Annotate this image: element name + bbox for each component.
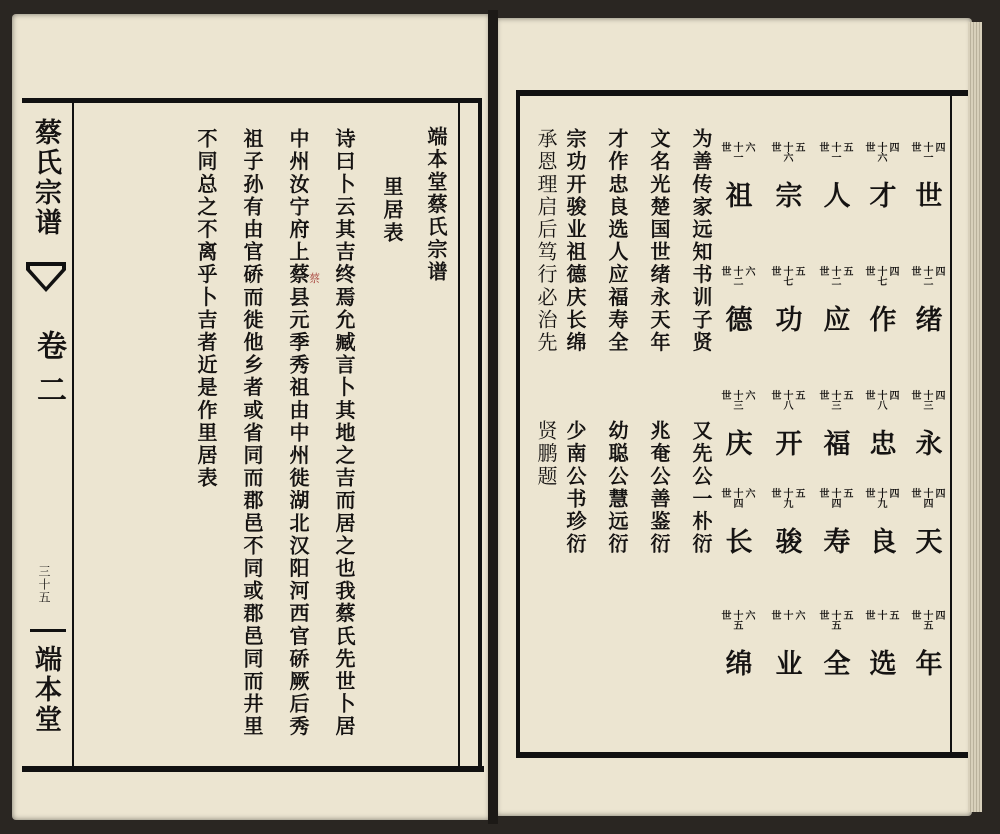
generation-cell — [716, 388, 762, 468]
generation-character: 绵 — [725, 649, 753, 680]
generation-number — [817, 266, 852, 286]
generation-number-part: 五 — [793, 390, 804, 400]
generation-number-part: 世 — [909, 142, 920, 152]
generation-number — [817, 390, 852, 410]
generation-cell — [860, 388, 906, 468]
generation-cell — [814, 264, 860, 344]
generation-number-part: 世 — [863, 142, 874, 152]
generation-number-part: 十四 — [921, 488, 932, 508]
poem-author: 幼聪公慧远衍 — [605, 420, 629, 556]
left-inner-border — [478, 98, 482, 772]
generation-number-part: 四 — [887, 390, 898, 400]
generation-number-part: 世 — [909, 488, 920, 498]
generation-cell — [906, 608, 952, 688]
generation-number-part: 十五 — [921, 610, 932, 630]
generation-cell — [860, 608, 906, 688]
generation-cell — [860, 264, 906, 344]
generation-number-part: 六 — [743, 266, 754, 276]
generation-number-part: 五 — [841, 266, 852, 276]
generation-number — [909, 142, 944, 162]
hall-divider — [30, 629, 66, 632]
generation-cell — [906, 140, 952, 220]
generation-cell — [860, 486, 906, 566]
generation-number-part: 世 — [863, 390, 874, 400]
right-bottom-border — [520, 752, 968, 758]
generation-number — [863, 610, 898, 620]
generation-number-part: 十四 — [829, 488, 840, 508]
generation-character: 世 — [915, 181, 943, 212]
generation-character: 永 — [915, 429, 943, 460]
generation-cell — [716, 608, 762, 688]
generation-cell — [906, 264, 952, 344]
generation-number-part: 世 — [817, 266, 828, 276]
generation-number-part: 五 — [841, 488, 852, 498]
poem-column: 文名光楚国世绪永天年 — [647, 128, 671, 354]
generation-cell — [814, 608, 860, 688]
generation-number-part: 十 — [875, 610, 886, 620]
generation-cell — [814, 486, 860, 566]
generation-number-part: 十四 — [731, 488, 742, 508]
generation-number-part: 十三 — [731, 390, 742, 410]
generation-number-part: 四 — [933, 610, 944, 620]
generation-number — [769, 610, 804, 620]
generation-number-part: 六 — [743, 390, 754, 400]
generation-number — [863, 142, 898, 162]
generation-number-part: 十六 — [781, 142, 792, 162]
poem-author: 少南公书珍衍 — [563, 420, 587, 556]
generation-character: 作 — [869, 305, 897, 336]
generation-number-part: 十五 — [829, 610, 840, 630]
generation-character: 人 — [823, 181, 851, 212]
generation-number — [817, 610, 852, 630]
generation-character: 年 — [915, 649, 943, 680]
section-title: 里居表 — [380, 176, 404, 245]
generation-number-part: 五 — [793, 488, 804, 498]
generation-number-part: 六 — [793, 610, 804, 620]
generation-number-part: 十二 — [731, 266, 742, 286]
generation-number-part: 世 — [817, 390, 828, 400]
generation-number-part: 世 — [719, 390, 730, 400]
generation-number — [719, 610, 754, 630]
generation-number — [769, 390, 804, 410]
generation-character: 良 — [869, 527, 897, 558]
poem-column: 才作忠良选人应福寿全 — [605, 128, 629, 354]
generation-number-part: 十五 — [731, 610, 742, 630]
generation-number — [909, 266, 944, 286]
left-margin-rule — [72, 103, 74, 766]
generation-number-part: 世 — [719, 142, 730, 152]
generation-number — [863, 266, 898, 286]
generation-number-part: 六 — [743, 610, 754, 620]
generation-cell — [860, 140, 906, 220]
generation-number — [719, 266, 754, 286]
generation-number-part: 十九 — [875, 488, 886, 508]
generation-number-part: 五 — [793, 142, 804, 152]
hall-name: 端本堂 — [30, 645, 61, 735]
generation-number-part: 六 — [743, 488, 754, 498]
text-column: 诗曰卜云其吉终焉允臧言卜其地之吉而居之也我蔡氏先世卜居 — [332, 128, 356, 739]
red-seal-mark: 蔡 — [309, 272, 320, 285]
generation-number-part: 十 — [781, 610, 792, 620]
generation-cell — [766, 140, 812, 220]
generation-character: 德 — [725, 305, 753, 336]
generation-number — [909, 610, 944, 630]
generation-character: 祖 — [725, 181, 753, 212]
poem-column: 为善传家远知书训子贤 — [689, 128, 713, 354]
generation-number-part: 十七 — [781, 266, 792, 286]
fishtail-mark — [26, 262, 66, 292]
generation-number-part: 世 — [719, 266, 730, 276]
generation-number-part: 世 — [909, 610, 920, 620]
generation-number-part: 四 — [887, 266, 898, 276]
generation-number-part: 世 — [769, 610, 780, 620]
generation-character: 业 — [775, 649, 803, 680]
text-column: 祖子孙有由官硚而徙他乡者或省同而郡邑不同或郡邑同而井里 — [240, 128, 264, 739]
generation-number-part: 十二 — [921, 266, 932, 286]
generation-number-part: 世 — [769, 488, 780, 498]
text-column: 中州汝宁府上蔡县元季秀祖由中州徙湖北汉阳河西官硚厥后秀 — [286, 128, 310, 739]
generation-number-part: 十一 — [731, 142, 742, 162]
poem-author: 贤鹏题 — [534, 420, 558, 488]
generation-number-part: 十七 — [875, 266, 886, 286]
generation-number-part: 四 — [887, 142, 898, 152]
generation-number — [769, 142, 804, 162]
text-column: 不同总之不离乎卜吉者近是作里居表 — [194, 128, 218, 490]
generation-character: 天 — [915, 527, 943, 558]
poem-author: 兆奄公善鉴衍 — [647, 420, 671, 556]
volume-label: 卷二 — [31, 330, 66, 418]
generation-number — [719, 488, 754, 508]
generation-number-part: 世 — [769, 390, 780, 400]
generation-number — [817, 488, 852, 508]
generation-number-part: 十一 — [921, 142, 932, 162]
right-outer-border — [516, 90, 520, 758]
page-number: 三十五 — [37, 565, 51, 604]
left-bottom-border — [22, 766, 484, 772]
generation-number-part: 世 — [719, 488, 730, 498]
generation-number-part: 世 — [909, 266, 920, 276]
generation-character: 忠 — [869, 429, 897, 460]
generation-number-part: 五 — [887, 610, 898, 620]
generation-number-part: 四 — [933, 390, 944, 400]
generation-number-part: 十二 — [829, 266, 840, 286]
generation-cell — [814, 388, 860, 468]
generation-number — [817, 142, 852, 162]
generation-number-part: 世 — [817, 488, 828, 498]
generation-character: 福 — [823, 429, 851, 460]
generation-character: 开 — [775, 429, 803, 460]
generation-cell — [716, 486, 762, 566]
generation-number — [769, 488, 804, 508]
generation-number-part: 十三 — [921, 390, 932, 410]
generation-number-part: 五 — [841, 390, 852, 400]
page-edges — [968, 22, 982, 812]
left-top-border — [22, 98, 482, 103]
generation-number — [719, 142, 754, 162]
generation-cell — [766, 388, 812, 468]
generation-number — [769, 266, 804, 286]
generation-cell — [906, 388, 952, 468]
generation-number-part: 世 — [909, 390, 920, 400]
generation-number — [863, 390, 898, 410]
generation-number — [909, 390, 944, 410]
generation-number-part: 世 — [817, 142, 828, 152]
right-top-border — [520, 90, 968, 96]
generation-cell — [906, 486, 952, 566]
generation-number-part: 四 — [933, 488, 944, 498]
generation-character: 庆 — [725, 429, 753, 460]
generation-number-part: 四 — [887, 488, 898, 498]
generation-character: 宗 — [775, 181, 803, 212]
book-header: 端本堂蔡氏宗谱 — [424, 126, 448, 284]
side-title: 蔡氏宗谱 — [30, 118, 61, 238]
generation-number — [719, 390, 754, 410]
generation-cell — [814, 140, 860, 220]
generation-cell — [766, 264, 812, 344]
generation-character: 全 — [823, 649, 851, 680]
generation-character: 才 — [869, 181, 897, 212]
generation-character: 骏 — [775, 527, 803, 558]
generation-number-part: 十九 — [781, 488, 792, 508]
generation-number-part: 世 — [863, 488, 874, 498]
generation-number-part: 世 — [769, 142, 780, 152]
generation-character: 选 — [869, 649, 897, 680]
generation-number-part: 十八 — [781, 390, 792, 410]
generation-number — [863, 488, 898, 508]
generation-number-part: 五 — [793, 266, 804, 276]
generation-cell — [766, 486, 812, 566]
generation-number-part: 世 — [863, 610, 874, 620]
generation-number-part: 十一 — [829, 142, 840, 162]
generation-number-part: 四 — [933, 266, 944, 276]
generation-number-part: 六 — [743, 142, 754, 152]
generation-cell — [766, 608, 812, 688]
generation-number — [909, 488, 944, 508]
generation-number-part: 世 — [719, 610, 730, 620]
book-spine — [488, 10, 498, 824]
generation-character: 功 — [775, 305, 803, 336]
generation-number-part: 五 — [841, 142, 852, 152]
generation-character: 长 — [725, 527, 753, 558]
generation-number-part: 十六 — [875, 142, 886, 162]
generation-character: 应 — [823, 305, 851, 336]
generation-number-part: 世 — [863, 266, 874, 276]
generation-character: 绪 — [915, 305, 943, 336]
generation-character: 寿 — [823, 527, 851, 558]
generation-cell — [716, 264, 762, 344]
poem-column: 承恩理启后笃行必治先 — [534, 128, 558, 354]
poem-author: 又先公一朴衍 — [689, 420, 713, 556]
generation-number-part: 十八 — [875, 390, 886, 410]
generation-number-part: 世 — [817, 610, 828, 620]
generation-cell — [716, 140, 762, 220]
left-header-rule — [458, 103, 460, 766]
generation-number-part: 十三 — [829, 390, 840, 410]
generation-number-part: 五 — [841, 610, 852, 620]
poem-column: 宗功开骏业祖德庆长绵 — [563, 128, 587, 354]
generation-number-part: 世 — [769, 266, 780, 276]
generation-number-part: 四 — [933, 142, 944, 152]
